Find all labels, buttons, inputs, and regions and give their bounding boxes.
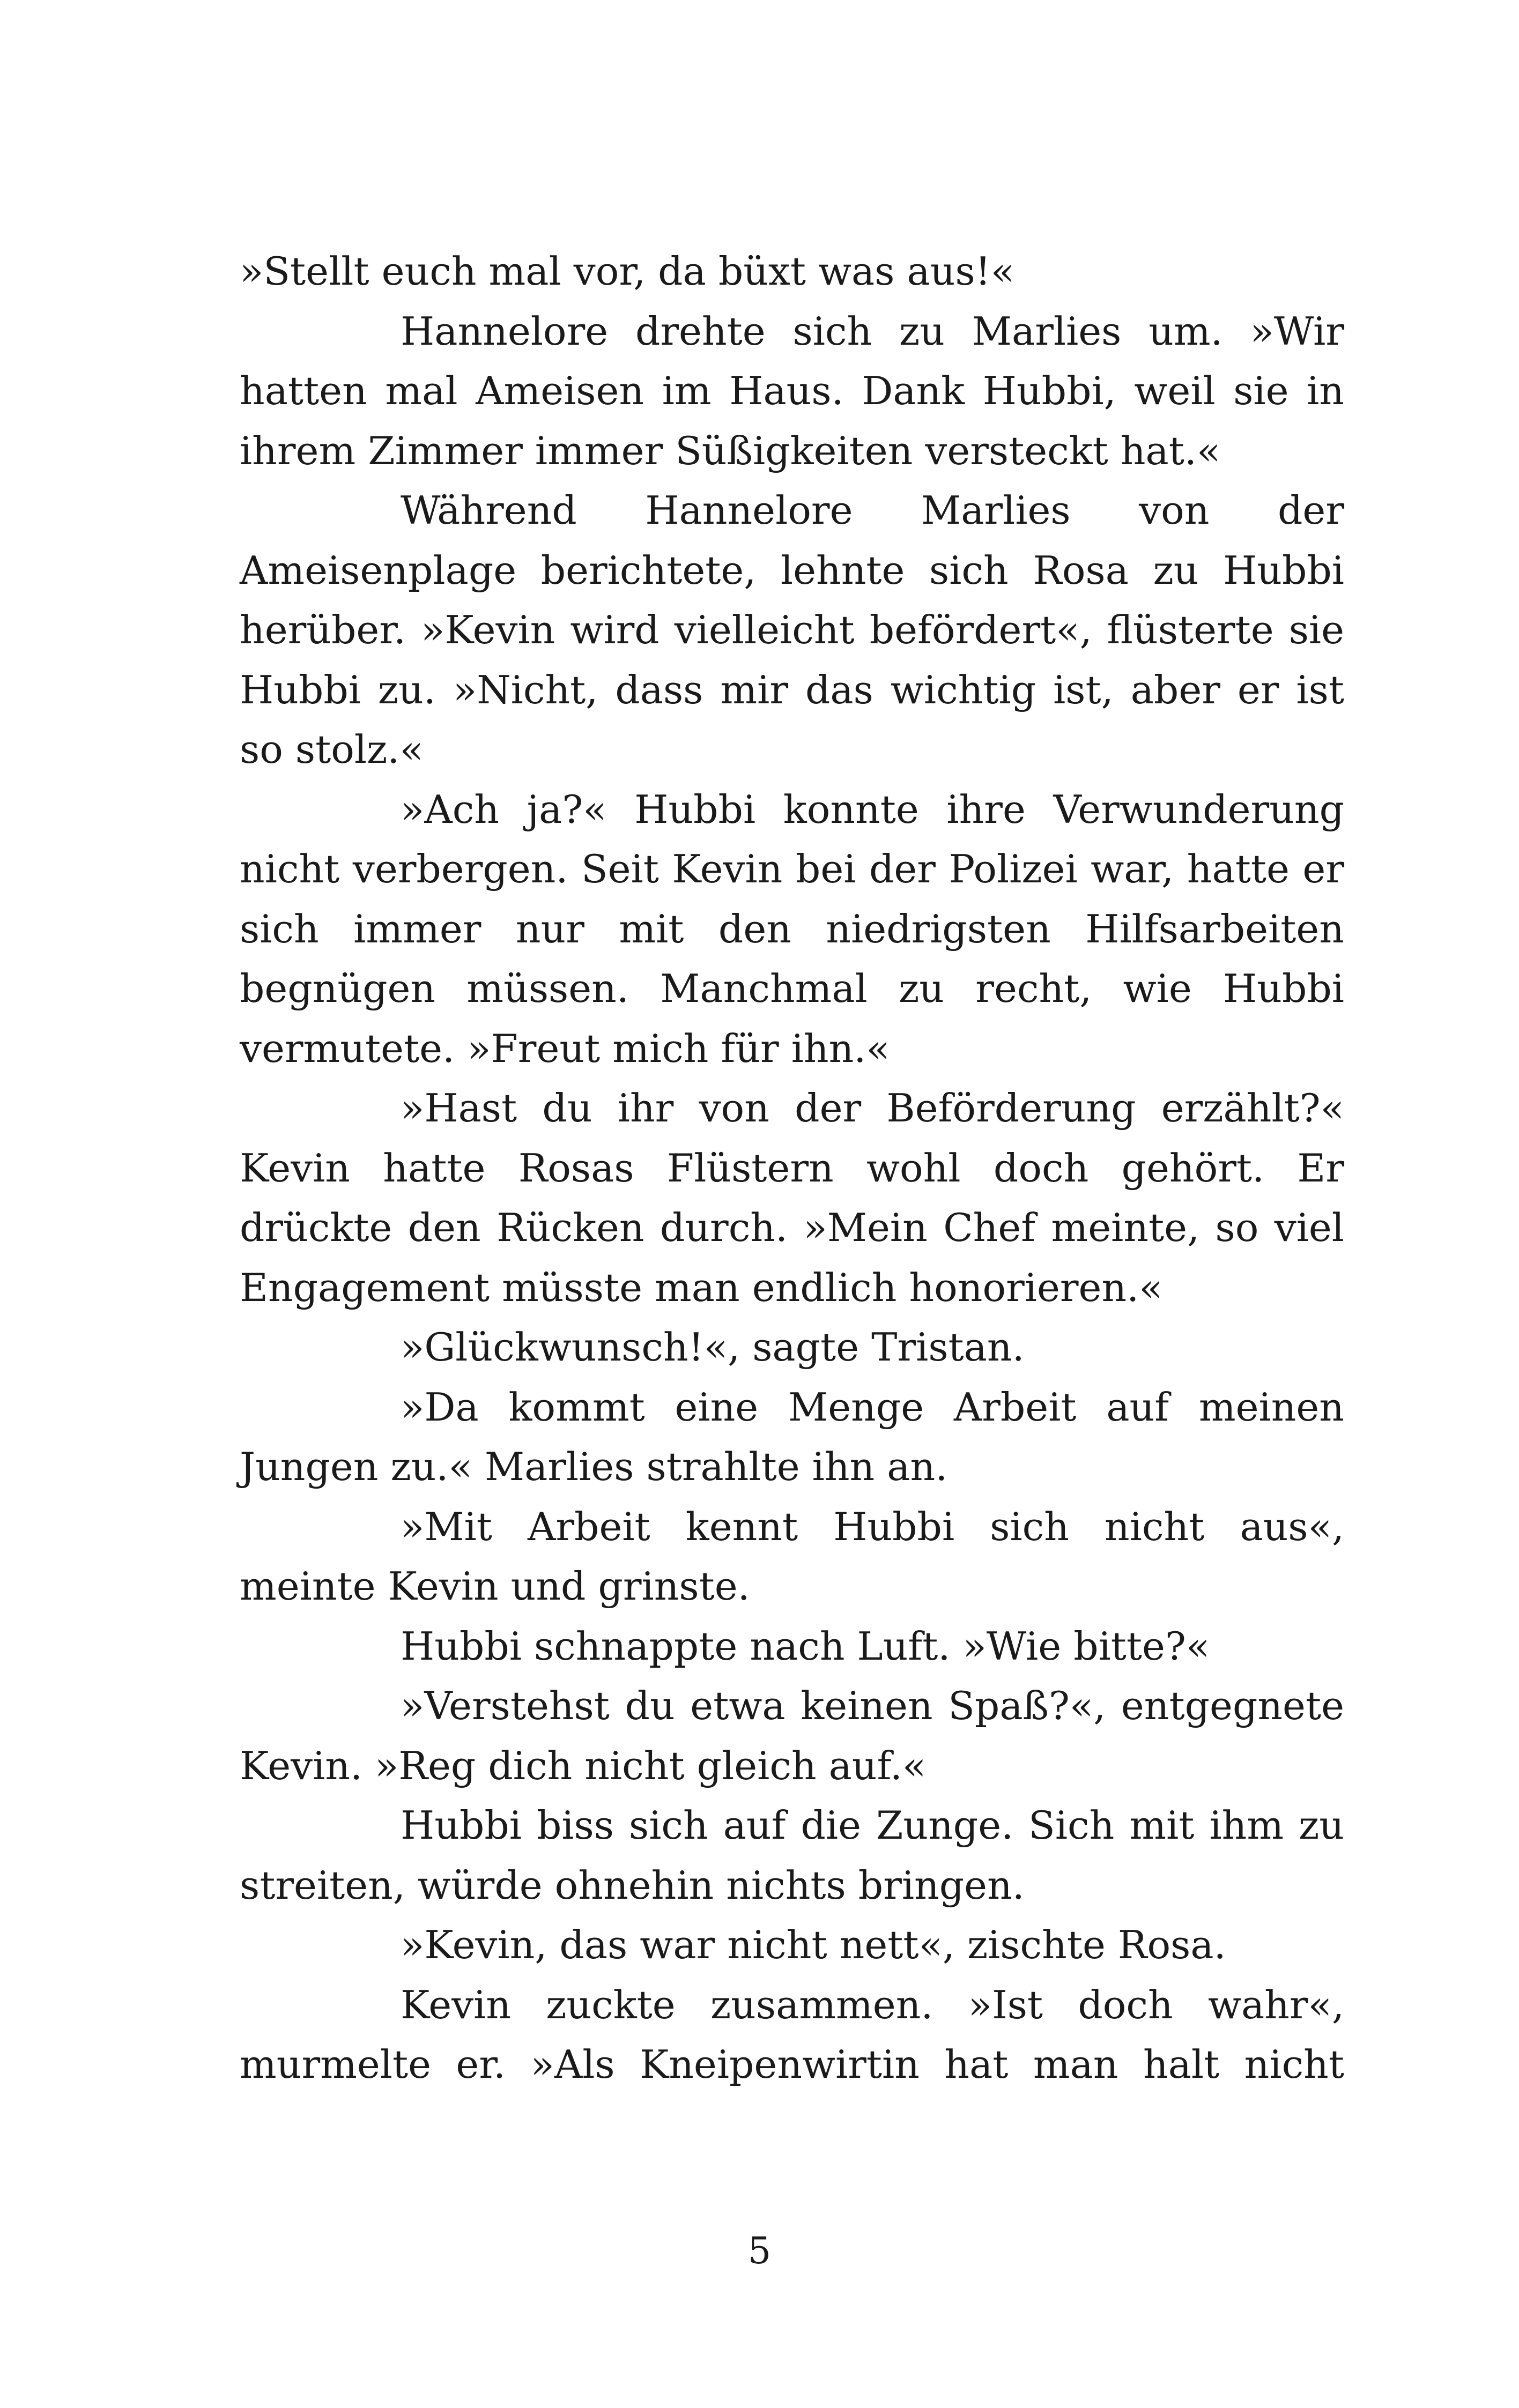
body-text: [240, 242, 1344, 2095]
paragraph: Hubbi schnappte nach Luft. »Wie bitte?«: [401, 1624, 1210, 1669]
paragraph: »Hast du ihr von der Beförderung erzählt?« Kevin hatte Rosas Flüstern wohl doch gehört. Er drückte den Rücken durch. »Mein Chef meinte, so viel Engagement müsste man endlich honorieren.«: [240, 1086, 1344, 1311]
page-number: 5: [747, 2230, 772, 2272]
paragraph: »Stellt euch mal vor, da büxt was aus!«: [240, 249, 1015, 294]
paragraph: Hubbi biss sich auf die Zunge. Sich mit ihm zu streiten, würde ohnehin nichts bringen.: [240, 1803, 1344, 1908]
paragraph: Kevin zuckte zusammen. »Ist doch wahr«, murmelte er. »Als Kneipenwirtin hat man halt nicht: [240, 1982, 1344, 2087]
paragraph: »Ach ja?« Hubbi konnte ihre Verwunderung nicht verbergen. Seit Kevin bei der Polizei war, hatte er sich immer nur mit den niedrigsten Hilfsarbeiten begnügen müssen. Manchmal zu recht, wie Hubbi vermutete. »Freut mich für ihn.«: [240, 787, 1344, 1072]
paragraph: »Verstehst du etwa keinen Spaß?«, entgegnete Kevin. »Reg dich nicht gleich auf.«: [240, 1684, 1344, 1789]
paragraph: Hannelore drehte sich zu Marlies um. »Wir hatten mal Ameisen im Haus. Dank Hubbi, weil sie in ihrem Zimmer immer Süßigkeiten versteckt hat.«: [240, 309, 1344, 474]
paragraph: »Glückwunsch!«, sagte Tristan.: [401, 1325, 1025, 1370]
paragraph: »Kevin, das war nicht nett«, zischte Rosa.: [401, 1923, 1226, 1968]
paragraph: Während Hannelore Marlies von der Ameisenplage berichtete, lehnte sich Rosa zu Hubbi herüber. »Kevin wird vielleicht befördert«, flüsterte sie Hubbi zu. »Nicht, dass mir das wichtig ist, aber er ist so stolz.«: [240, 488, 1344, 772]
paragraph: »Da kommt eine Menge Arbeit auf meinen Jungen zu.« Marlies strahlte ihn an.: [240, 1385, 1344, 1490]
paragraph: »Mit Arbeit kennt Hubbi sich nicht aus«, meinte Kevin und grinste.: [240, 1504, 1344, 1609]
